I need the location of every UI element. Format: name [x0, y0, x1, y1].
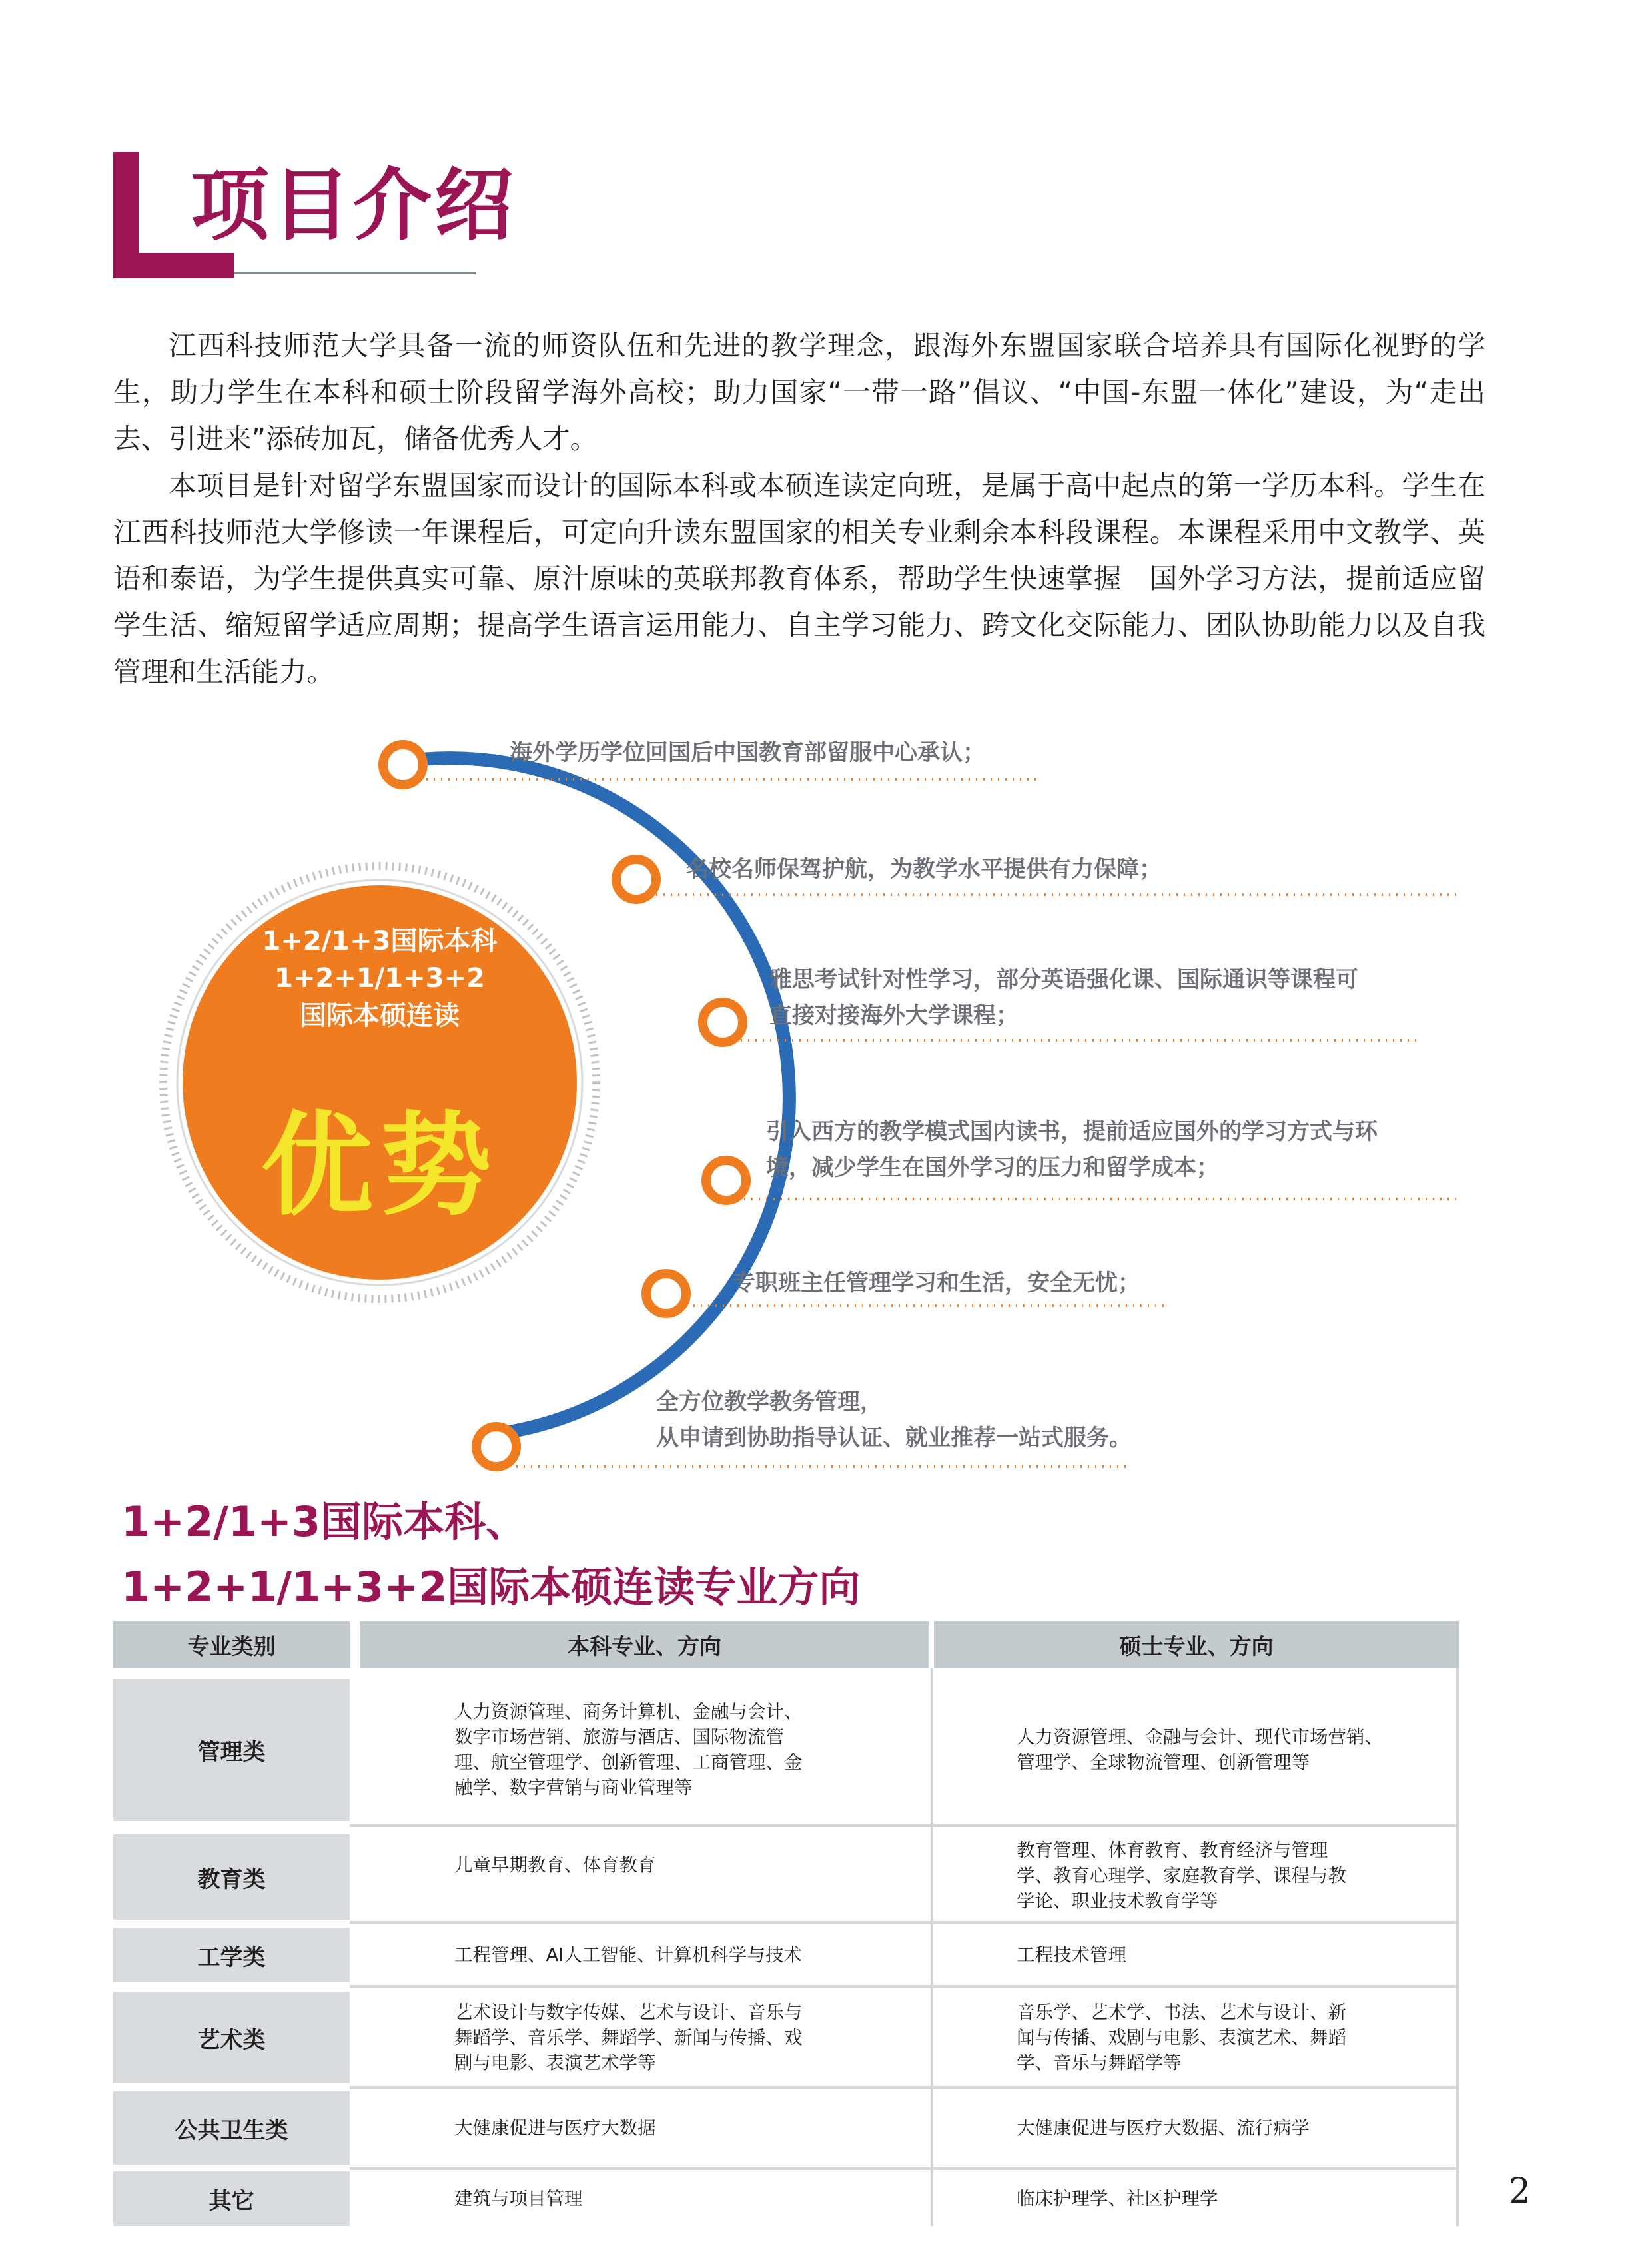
master-cell: [1017, 1832, 1449, 1920]
master-line: 临床护理学、社区护理学: [1017, 2188, 1218, 2209]
master-cell: [1017, 2171, 1449, 2226]
bachelor-cell: [454, 1832, 921, 1898]
master-cell: [1017, 1992, 1449, 2083]
table-row: [113, 1679, 1459, 1832]
category-cell: 工学类: [113, 1928, 350, 1982]
feature-4-line-2: 境，减少学生在国外学习的压力和留学成本；: [766, 1154, 1219, 1181]
master-line: 学、教育心理学、家庭教育学、课程与教: [1017, 1865, 1346, 1886]
feature-6-line-1: 全方位教学教务管理，: [656, 1389, 883, 1415]
feature-3-line-2: 直接对接海外大学课程；: [769, 1002, 1019, 1029]
column-header-category: 专业类别: [113, 1621, 350, 1668]
intro-paragraph-1: 江西科技师范大学具备一流的师资队伍和先进的教学理念，跟海外东盟国家联合培养具有国际化视野的学生，助力学生在本科和硕士阶段留学海外高校；助力国家“一带一路”倡议、“中国-东盟一体化”建设，为“走出去、引进来”添砖加瓦，储备优秀人才。: [113, 329, 1485, 455]
bachelor-cell: [454, 2091, 921, 2165]
timeline-node-2: [616, 859, 656, 899]
feature-3-line-1: 雅思考试针对性学习，部分英语强化课、国际通识等课程可: [769, 966, 1358, 993]
timeline-node-5: [646, 1274, 686, 1313]
feature-5: [733, 1265, 1140, 1301]
timeline-node-1: [383, 745, 423, 785]
bachelor-line: 工程管理、AI人工智能、计算机科学与技术: [454, 1944, 802, 1966]
table-row: [113, 2089, 1459, 2169]
circle-line-3: 国际本硕连读: [300, 1000, 460, 1031]
feature-2-line-1: 名校名师保驾护航，为教学水平提供有力保障；: [686, 856, 1162, 883]
programs-heading-line-2: 1+2+1/1+3+2国际本硕连读专业方向: [121, 1563, 861, 1611]
bachelor-line: 建筑与项目管理: [454, 2188, 583, 2209]
row-divider: [350, 1824, 1459, 1827]
master-line: 学论、职业技术教育学等: [1017, 1890, 1218, 1912]
master-line: 管理学、全球物流管理、创新管理等: [1017, 1752, 1310, 1773]
category-cell: 管理类: [113, 1679, 350, 1821]
intro-paragraph-2: 本项目是针对留学东盟国家而设计的国际本科或本硕连读定向班，是属于高中起点的第一学历本科。学生在江西科技师范大学修读一年课程后，可定向升读东盟国家的相关专业剩余本科段课程。本课程采用中文教学、英语和泰语，为学生提供真实可靠、原汁原味的英联邦教育体系，帮助学生快速掌握 国外学习方法，提前适应留学生活、缩短留学适应周期；提高学生语言运用能力、自主学习能力、跨文化交际能力、团队协助能力以及自我管理和生活能力。: [113, 469, 1485, 688]
category-cell: 公共卫生类: [113, 2091, 350, 2165]
row-divider: [350, 1985, 1459, 1988]
master-cell: [1017, 2091, 1449, 2165]
page-title: 项目介绍: [191, 159, 516, 251]
feature-3: [769, 962, 1358, 1034]
master-line: 学、音乐与舞蹈学等: [1017, 2052, 1182, 2073]
feature-6: [656, 1384, 1132, 1456]
master-line: 人力资源管理、金融与会计、现代市场营销、: [1017, 1726, 1383, 1748]
table-row: [113, 1925, 1459, 1989]
bachelor-line: 融学、数字营销与商业管理等: [454, 1777, 693, 1798]
table-row: [113, 1989, 1459, 2089]
category-cell: 其它: [113, 2171, 350, 2226]
column-header-master: 硕士专业、方向: [934, 1621, 1459, 1668]
bachelor-line: 人力资源管理、商务计算机、金融与会计、: [454, 1701, 803, 1722]
bachelor-cell: [454, 1679, 921, 1821]
feature-4: [766, 1114, 1378, 1186]
bachelor-cell: [454, 1928, 921, 1982]
timeline-node-6: [476, 1427, 516, 1467]
advantage-circle-caption: [187, 923, 573, 1034]
feature-5-line-1: 专职班主任管理学习和生活，安全无忧；: [733, 1270, 1140, 1296]
category-cell: 艺术类: [113, 1992, 350, 2083]
feature-1: [510, 735, 985, 771]
feature-6-line-2: 从申请到协助指导认证、就业推荐一站式服务。: [656, 1425, 1132, 1451]
advantage-big-word: 优势: [261, 1100, 498, 1231]
bachelor-line: 艺术设计与数字传媒、艺术与设计、音乐与: [454, 2002, 803, 2023]
timeline-node-3: [703, 1002, 743, 1042]
row-divider: [350, 1921, 1459, 1924]
bachelor-line: 理、航空管理学、创新管理、工商管理、金: [454, 1752, 803, 1773]
feature-4-line-1: 引入西方的教学模式国内读书，提前适应国外的学习方式与环: [766, 1118, 1378, 1145]
master-line: 闻与传播、戏剧与电影、表演艺术、舞蹈: [1017, 2027, 1346, 2048]
master-cell: [1017, 1928, 1449, 1982]
table-row: [113, 1832, 1459, 1925]
bachelor-line: 数字市场营销、旅游与酒店、国际物流管: [454, 1726, 784, 1748]
timeline-node-4: [706, 1160, 746, 1200]
feature-1-line-1: 海外学历学位回国后中国教育部留服中心承认；: [510, 739, 985, 766]
master-cell: [1017, 1679, 1449, 1821]
bachelor-line: 儿童早期教育、体育教育: [454, 1854, 656, 1876]
bachelor-line: 剧与电影、表演艺术学等: [454, 2052, 656, 2073]
category-cell: 教育类: [113, 1834, 350, 1920]
feature-2: [686, 851, 1162, 887]
table-row: [113, 2169, 1459, 2226]
bachelor-cell: [454, 2171, 921, 2226]
master-line: 大健康促进与医疗大数据、流行病学: [1017, 2117, 1310, 2139]
circle-line-2: 1+2+1/1+3+2: [274, 963, 485, 994]
page-number: 2: [1509, 2171, 1531, 2211]
master-line: 教育管理、体育教育、教育经济与管理: [1017, 1840, 1328, 1861]
master-line: 工程技术管理: [1017, 1944, 1126, 1966]
bachelor-line: 舞蹈学、音乐学、舞蹈学、新闻与传播、戏: [454, 2027, 803, 2048]
programs-heading-line-1: 1+2/1+3国际本科、: [121, 1497, 528, 1546]
column-header-bachelor: 本科专业、方向: [360, 1621, 929, 1668]
master-line: 音乐学、艺术学、书法、艺术与设计、新: [1017, 2002, 1346, 2023]
bachelor-cell: [454, 1992, 921, 2083]
bachelor-line: 大健康促进与医疗大数据: [454, 2117, 656, 2139]
circle-line-1: 1+2/1+3国际本科: [262, 926, 498, 956]
